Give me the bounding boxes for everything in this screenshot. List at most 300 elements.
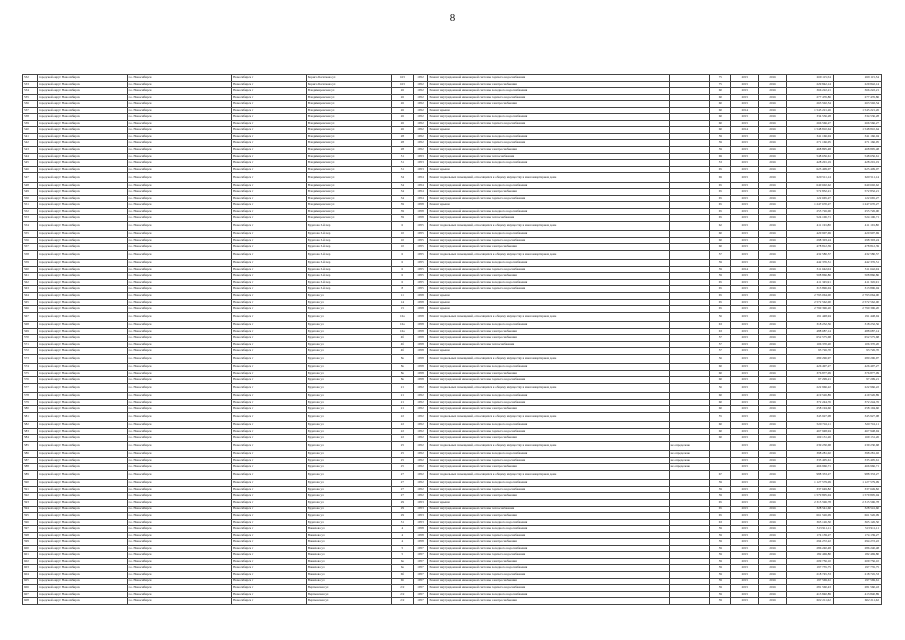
table-row (23, 412, 882, 421)
wear-percent-cell: 67 (710, 470, 731, 479)
locality-cell: Новосибирск г (232, 539, 307, 546)
settlement-cell: г.о. Новосибирск (127, 493, 232, 500)
municipal-district-cell: городской округ Новосибирск (37, 383, 127, 392)
locality-cell: Новосибирск г (232, 250, 307, 259)
built-year-cell: 1957 (413, 552, 428, 559)
total-cost-cell: 365 126,50 (833, 519, 881, 526)
end-year-cell: 2016 (759, 585, 787, 592)
work-type-cell: Ремонт внутридомовой инженерной системы горячего водоснабжения (428, 486, 669, 493)
work-type-cell: Ремонт внутридомовой инженерной системы горячего водоснабжения (428, 140, 669, 147)
total-cost-cell: 372 244,76 (833, 399, 881, 406)
row-number: 595 (23, 513, 38, 520)
start-year-cell: 2015 (731, 273, 759, 280)
wear-percent-cell: 65 (710, 293, 731, 300)
work-type-cell: Ремонт внутридомовой инженерной системы холодного водоснабжения (428, 422, 669, 429)
work-type-cell: Ремонт внутридомовой инженерной системы горячего водоснабжения (428, 399, 669, 406)
work-type-cell: Ремонт внутридомовой инженерной системы электроснабжения (428, 335, 669, 342)
start-year-cell: 2015 (731, 160, 759, 167)
cost-cell: 122 665,27 (786, 195, 833, 202)
end-year-cell: 2016 (759, 120, 787, 127)
cost-cell: 209 756,10 (786, 558, 833, 565)
cost-cell: 281 560,43 (786, 585, 833, 592)
locality-cell: Новосибирск г (232, 293, 307, 300)
start-year-cell: 2015 (731, 585, 759, 592)
built-year-cell: 1953 (413, 160, 428, 167)
cost-cell: 311 642,04 (786, 266, 833, 273)
cost-cell: 341 166,04 (786, 133, 833, 140)
street-cell: Будагова ул (306, 312, 391, 321)
cost-cell: 1 127 579,09 (786, 480, 833, 487)
locality-cell: Новосибирск г (232, 470, 307, 479)
wear-percent-cell: 59 (710, 578, 731, 585)
work-type-cell: Ремонт крыши (428, 299, 669, 306)
municipal-district-cell: городской округ Новосибирск (37, 545, 127, 552)
street-cell: Вавилова ул (306, 565, 391, 572)
street-cell: Будагова ул (306, 299, 391, 306)
wear-percent-cell: 65 (710, 506, 731, 513)
row-number: 556 (23, 237, 38, 244)
municipal-district-cell: городской округ Новосибирск (37, 335, 127, 342)
total-cost-cell: 239 230,68 (833, 441, 881, 450)
end-year-cell: 2016 (759, 250, 787, 259)
wear-percent-cell: 59 (710, 480, 731, 487)
built-year-cell: 1955 (413, 279, 428, 286)
municipal-district-cell: городской округ Новосибирск (37, 526, 127, 533)
cost-cell: 197 569,61 (786, 578, 833, 585)
total-cost-cell: 376 877,09 (833, 370, 881, 377)
work-type-cell: Ремонт внутридомовой инженерной системы холодного водоснабжения (428, 480, 669, 487)
house-number-cell: 6 (392, 279, 413, 286)
wear-percent-cell: 75 (710, 81, 731, 88)
street-cell: Будагова 3-й пер (306, 286, 391, 293)
settlement-cell: г.о. Новосибирск (127, 341, 232, 348)
settlement-cell: г.о. Новосибирск (127, 558, 232, 565)
house-number-cell: 2/2 (392, 598, 413, 605)
locality-cell: Новосибирск г (232, 140, 307, 147)
end-year-cell: 2016 (759, 312, 787, 321)
municipal-district-cell: городской округ Новосибирск (37, 506, 127, 513)
start-year-cell: 2015 (731, 526, 759, 533)
wear-percent-cell: 63 (710, 519, 731, 526)
end-year-cell: 2016 (759, 133, 787, 140)
municipal-district-cell: городской округ Новосибирск (37, 532, 127, 539)
settlement-cell: г.о. Новосибирск (127, 328, 232, 335)
street-cell: Вавилова ул (306, 578, 391, 585)
municipal-district-cell: городской округ Новосибирск (37, 428, 127, 435)
municipal-district-cell: городской округ Новосибирск (37, 585, 127, 592)
cost-cell: 426 497,27 (786, 364, 833, 371)
row-number: 546 (23, 166, 38, 173)
locality-cell: Новосибирск г (232, 519, 307, 526)
municipal-district-cell: городской округ Новосибирск (37, 406, 127, 413)
municipal-district-cell: городской округ Новосибирск (37, 160, 127, 167)
start-year-cell: 2015 (731, 377, 759, 384)
locality-cell: Новосибирск г (232, 552, 307, 559)
street-cell: Будагова ул (306, 370, 391, 377)
street-cell: Вавилова ул (306, 558, 391, 565)
cost-cell: 478 812,39 (786, 244, 833, 251)
locality-cell: Новосибирск г (232, 464, 307, 471)
work-type-cell: Ремонт подвальных помещений, относящихся к общему имуществу в многоквартирном доме (428, 312, 669, 321)
municipal-district-cell: городской округ Новосибирск (37, 244, 127, 251)
municipal-district-cell: городской округ Новосибирск (37, 208, 127, 215)
locality-cell: Новосибирск г (232, 412, 307, 421)
end-year-cell: 2016 (759, 94, 787, 101)
street-cell: Владимировская ул (306, 160, 391, 167)
total-cost-cell: 182 469,80 (833, 552, 881, 559)
municipal-district-cell: городской округ Новосибирск (37, 299, 127, 306)
settlement-cell: г.о. Новосибирск (127, 75, 232, 82)
street-cell: Владимировская ул (306, 101, 391, 108)
built-year-cell: 1952 (413, 94, 428, 101)
start-year-cell: 2015 (731, 94, 759, 101)
settlement-cell: г.о. Новосибирск (127, 571, 232, 578)
built-year-cell: 1957 (413, 565, 428, 572)
cost-cell: 524 106,71 (786, 215, 833, 222)
house-number-cell: 31 (392, 153, 413, 160)
work-type-cell: Ремонт внутридомовой инженерной системы холодного водоснабжения (428, 393, 669, 400)
end-year-cell: 2016 (759, 451, 787, 458)
start-year-cell: 2015 (731, 598, 759, 605)
street-cell: Будагова ул (306, 513, 391, 520)
end-year-cell: 2016 (759, 189, 787, 196)
street-cell: Будагова 3-й пер (306, 279, 391, 286)
house-number-cell: 4 (392, 539, 413, 546)
built-year-cell: 1958 (413, 215, 428, 222)
municipal-district-cell: городской округ Новосибирск (37, 480, 127, 487)
municipal-district-cell: городской округ Новосибирск (37, 293, 127, 300)
house-number-cell: 8а (392, 354, 413, 363)
street-cell: Вавилова ул (306, 526, 391, 533)
street-cell: Вертковская ул (306, 591, 391, 598)
start-year-cell: 2015 (731, 237, 759, 244)
locality-cell: Новосибирск г (232, 266, 307, 273)
row-number: 542 (23, 140, 38, 147)
settlement-cell: г.о. Новосибирск (127, 160, 232, 167)
locality-cell: Новосибирск г (232, 545, 307, 552)
cost-cell: 466 966,71 (786, 464, 833, 471)
total-cost-cell: 280 296,97 (833, 354, 881, 363)
start-year-cell: 2015 (731, 545, 759, 552)
house-number-cell: 4б (392, 341, 413, 348)
end-year-cell: 2016 (759, 464, 787, 471)
total-cost-cell: 366 222,21 (833, 88, 881, 95)
total-cost-cell: 169 131,26 (833, 435, 881, 442)
start-year-cell: 2015 (731, 202, 759, 209)
wear-percent-cell: 56 (710, 383, 731, 392)
house-number-cell: 39 (392, 208, 413, 215)
street-cell: Владимировская ул (306, 140, 391, 147)
end-year-cell: 2016 (759, 486, 787, 493)
row-number: 605 (23, 578, 38, 585)
locality-cell: Новосибирск г (232, 486, 307, 493)
house-number-cell: 21 (392, 399, 413, 406)
start-year-cell: 2015 (731, 578, 759, 585)
locality-cell: Новосибирск г (232, 399, 307, 406)
work-type-cell: Ремонт внутридомовой инженерной системы горячего водоснабжения (428, 94, 669, 101)
row-number: 596 (23, 519, 38, 526)
cost-cell: 318 232,56 (786, 322, 833, 329)
wear-percent-cell: 60 (710, 428, 731, 435)
municipal-district-cell: городской округ Новосибирск (37, 189, 127, 196)
locality-cell: Новосибирск г (232, 153, 307, 160)
end-year-cell: 2016 (759, 221, 787, 230)
street-cell: Будагова ул (306, 354, 391, 363)
work-type-cell: Ремонт внутридомовой инженерной системы горячего водоснабжения (428, 377, 669, 384)
row-number: 593 (23, 499, 38, 506)
municipal-district-cell: городской округ Новосибирск (37, 393, 127, 400)
settlement-cell: г.о. Новосибирск (127, 499, 232, 506)
municipal-district-cell: городской округ Новосибирск (37, 231, 127, 238)
locality-cell: Новосибирск г (232, 322, 307, 329)
total-cost-cell: 122 665,27 (833, 195, 881, 202)
total-cost-cell: 488 687,14 (833, 328, 881, 335)
settlement-cell: г.о. Новосибирск (127, 273, 232, 280)
settlement-cell: г.о. Новосибирск (127, 279, 232, 286)
work-type-cell: Ремонт внутридомовой инженерной системы электроснабжения (428, 513, 669, 520)
house-number-cell: 27 (392, 470, 413, 479)
street-cell: Будагова ул (306, 341, 391, 348)
municipal-district-cell: городской округ Новосибирск (37, 354, 127, 363)
work-type-cell: Ремонт внутридомовой инженерной системы холодного водоснабжения (428, 322, 669, 329)
start-year-cell: 2015 (731, 81, 759, 88)
row-number: 536 (23, 101, 38, 108)
built-year-cell: 1957 (413, 558, 428, 565)
work-type-cell: Ремонт внутридомовой инженерной системы холодного водоснабжения (428, 279, 669, 286)
locality-cell: Новосибирск г (232, 173, 307, 182)
municipal-district-cell: городской округ Новосибирск (37, 539, 127, 546)
cost-cell: 467 948,94 (786, 428, 833, 435)
locality-cell: Новосибирск г (232, 354, 307, 363)
wear-percent-cell: 59 (710, 532, 731, 539)
municipal-district-cell: городской округ Новосибирск (37, 598, 127, 605)
start-year-cell: 2015 (731, 383, 759, 392)
cost-cell: 269 115,54 (786, 75, 833, 82)
built-year-cell: 1952 (413, 464, 428, 471)
municipal-district-cell: городской округ Новосибирск (37, 266, 127, 273)
row-number: 551 (23, 202, 38, 209)
total-cost-cell: 508 866,86 (833, 273, 881, 280)
cost-cell: 258 194,60 (786, 406, 833, 413)
work-type-cell: Ремонт подвальных помещений, относящихся к общему имуществу в многоквартирном доме (428, 250, 669, 259)
end-year-cell: 2016 (759, 499, 787, 506)
municipal-district-cell: городской округ Новосибирск (37, 237, 127, 244)
municipal-district-cell: городской округ Новосибирск (37, 565, 127, 572)
cost-cell: 620 511,14 (786, 173, 833, 182)
street-cell: Бориса Богаткова ул (306, 75, 391, 82)
settlement-cell: г.о. Новосибирск (127, 166, 232, 173)
settlement-cell: г.о. Новосибирск (127, 585, 232, 592)
wear-percent-cell: 59 (710, 140, 731, 147)
end-year-cell: 2016 (759, 591, 787, 598)
start-year-cell: 2015 (731, 341, 759, 348)
start-year-cell: 2015 (731, 231, 759, 238)
start-year-cell: 2015 (731, 328, 759, 335)
house-number-cell: 11 (392, 293, 413, 300)
row-number: 580 (23, 406, 38, 413)
settlement-cell: г.о. Новосибирск (127, 94, 232, 101)
total-cost-cell: 467 948,94 (833, 428, 881, 435)
house-number-cell: 8 (392, 286, 413, 293)
house-number-cell: 8а (392, 364, 413, 371)
wear-percent-cell: 60 (710, 393, 731, 400)
row-number: 594 (23, 506, 38, 513)
work-type-cell: Ремонт крыши (428, 127, 669, 134)
locality-cell: Новосибирск г (232, 565, 307, 572)
settlement-cell: г.о. Новосибирск (127, 293, 232, 300)
work-type-cell: Ремонт внутридомовой инженерной системы электроснабжения (428, 578, 669, 585)
house-number-cell: 14 (392, 299, 413, 306)
start-year-cell: 2015 (731, 499, 759, 506)
total-cost-cell: 313 911,11 (833, 526, 881, 533)
street-cell: Владимировская ул (306, 182, 391, 189)
house-number-cell: 28 (392, 140, 413, 147)
wear-percent-cell: 56 (710, 312, 731, 321)
street-cell: Будагова ул (306, 519, 391, 526)
house-number-cell: 28 (392, 133, 413, 140)
start-year-cell: 2015 (731, 133, 759, 140)
built-year-cell: 1958 (413, 526, 428, 533)
end-year-cell: 2016 (759, 526, 787, 533)
locality-cell: Новосибирск г (232, 422, 307, 429)
built-year-cell: 1954 (413, 182, 428, 189)
work-type-cell: Ремонт подвальных помещений, относящихся к общему имуществу в многоквартирном доме (428, 221, 669, 230)
register-table (22, 74, 882, 605)
house-number-cell: 16а (392, 312, 413, 321)
cost-cell: 420 907,69 (786, 231, 833, 238)
table-row (23, 441, 882, 450)
end-year-cell: 2016 (759, 428, 787, 435)
row-number: 586 (23, 451, 38, 458)
house-number-cell: 25 (392, 464, 413, 471)
row-number: 535 (23, 94, 38, 101)
total-cost-cell: 209 756,10 (833, 558, 881, 565)
table-row (23, 470, 882, 479)
cost-cell: 218 745,53 (786, 571, 833, 578)
start-year-cell: 2015 (731, 189, 759, 196)
street-cell: Будагова ул (306, 480, 391, 487)
built-year-cell: 1957 (413, 585, 428, 592)
total-cost-cell: 269 115,54 (833, 75, 881, 82)
street-cell: Будагова 3-й пер (306, 250, 391, 259)
street-cell: Владимировская ул (306, 107, 391, 114)
end-year-cell: 2016 (759, 519, 787, 526)
street-cell: Вавилова ул (306, 539, 391, 546)
cost-cell: 988 333,27 (786, 470, 833, 479)
work-type-cell: Ремонт внутридомовой инженерной системы электроснабжения (428, 147, 669, 154)
end-year-cell: 2016 (759, 279, 787, 286)
row-number: 566 (23, 306, 38, 313)
built-year-cell: 1952 (413, 127, 428, 134)
built-year-cell: 1958 (413, 377, 428, 384)
total-cost-cell: 335 405,61 (833, 457, 881, 464)
house-number-cell: 26 (392, 114, 413, 121)
settlement-cell: г.о. Новосибирск (127, 348, 232, 355)
work-type-cell: Ремонт внутридомовой инженерной системы холодного водоснабжения (428, 565, 669, 572)
built-year-cell: 1958 (413, 354, 428, 363)
locality-cell: Новосибирск г (232, 499, 307, 506)
end-year-cell: 2016 (759, 571, 787, 578)
cost-cell: 1 579 805,04 (786, 493, 833, 500)
cost-cell: 280 296,97 (786, 354, 833, 363)
total-cost-cell: 97 299,21 (833, 377, 881, 384)
cost-cell: 625 409,07 (786, 166, 833, 173)
locality-cell: Новосибирск г (232, 147, 307, 154)
end-year-cell: 2016 (759, 208, 787, 215)
settlement-cell: г.о. Новосибирск (127, 189, 232, 196)
locality-cell: Новосибирск г (232, 451, 307, 458)
settlement-cell: г.о. Новосибирск (127, 552, 232, 559)
row-number: 599 (23, 539, 38, 546)
table-row (23, 383, 882, 392)
work-type-cell: Ремонт внутридомовой инженерной системы холодного водоснабжения (428, 88, 669, 95)
start-year-cell: 2015 (731, 565, 759, 572)
locality-cell: Новосибирск г (232, 328, 307, 335)
municipal-district-cell: городской округ Новосибирск (37, 364, 127, 371)
start-year-cell: 2015 (731, 513, 759, 520)
street-cell: Владимировская ул (306, 147, 391, 154)
street-cell: Будагова ул (306, 364, 391, 371)
built-year-cell: 1958 (413, 348, 428, 355)
end-year-cell: 2016 (759, 513, 787, 520)
end-year-cell: 2016 (759, 231, 787, 238)
locality-cell: Новосибирск г (232, 279, 307, 286)
locality-cell: Новосибирск г (232, 231, 307, 238)
municipal-district-cell: городской округ Новосибирск (37, 279, 127, 286)
cost-cell: 277 476,86 (786, 94, 833, 101)
cost-cell: 602 211,62 (786, 598, 833, 605)
note-cell (669, 383, 710, 392)
built-year-cell: 1958 (413, 322, 428, 329)
total-cost-cell: 197 735,75 (833, 565, 881, 572)
municipal-district-cell: городской округ Новосибирск (37, 558, 127, 565)
wear-percent-cell: 63 (710, 322, 731, 329)
locality-cell: Новосибирск г (232, 133, 307, 140)
total-cost-cell: 281 560,43 (833, 585, 881, 592)
cost-cell: 298 303,24 (786, 237, 833, 244)
note-cell (669, 173, 710, 182)
table-row (23, 354, 882, 363)
settlement-cell: г.о. Новосибирск (127, 221, 232, 230)
start-year-cell: 2015 (731, 182, 759, 189)
end-year-cell: 2016 (759, 393, 787, 400)
built-year-cell: 1952 (413, 412, 428, 421)
work-type-cell: Ремонт внутридомовой инженерной системы холодного водоснабжения (428, 364, 669, 371)
row-number: 583 (23, 428, 38, 435)
locality-cell: Новосибирск г (232, 221, 307, 230)
wear-percent-cell: 60 (710, 127, 731, 134)
house-number-cell: 34 (392, 173, 413, 182)
row-number: 538 (23, 114, 38, 121)
municipal-district-cell: городской округ Новосибирск (37, 571, 127, 578)
start-year-cell: 2015 (731, 393, 759, 400)
municipal-district-cell: городской округ Новосибирск (37, 470, 127, 479)
wear-percent-cell: 59 (710, 565, 731, 572)
row-number: 568 (23, 322, 38, 329)
wear-percent-cell: 63 (710, 328, 731, 335)
municipal-district-cell: городской округ Новосибирск (37, 195, 127, 202)
total-cost-cell: 426 497,27 (833, 364, 881, 371)
cost-cell: 337 649,82 (786, 486, 833, 493)
municipal-district-cell: городской округ Новосибирск (37, 273, 127, 280)
house-number-cell: 26 (392, 107, 413, 114)
built-year-cell: 1954 (413, 173, 428, 182)
note-cell: не определено (669, 451, 710, 458)
wear-percent-cell: 57 (710, 341, 731, 348)
street-cell: Будагова ул (306, 293, 391, 300)
house-number-cell: 10 (392, 231, 413, 238)
locality-cell: Новосибирск г (232, 513, 307, 520)
